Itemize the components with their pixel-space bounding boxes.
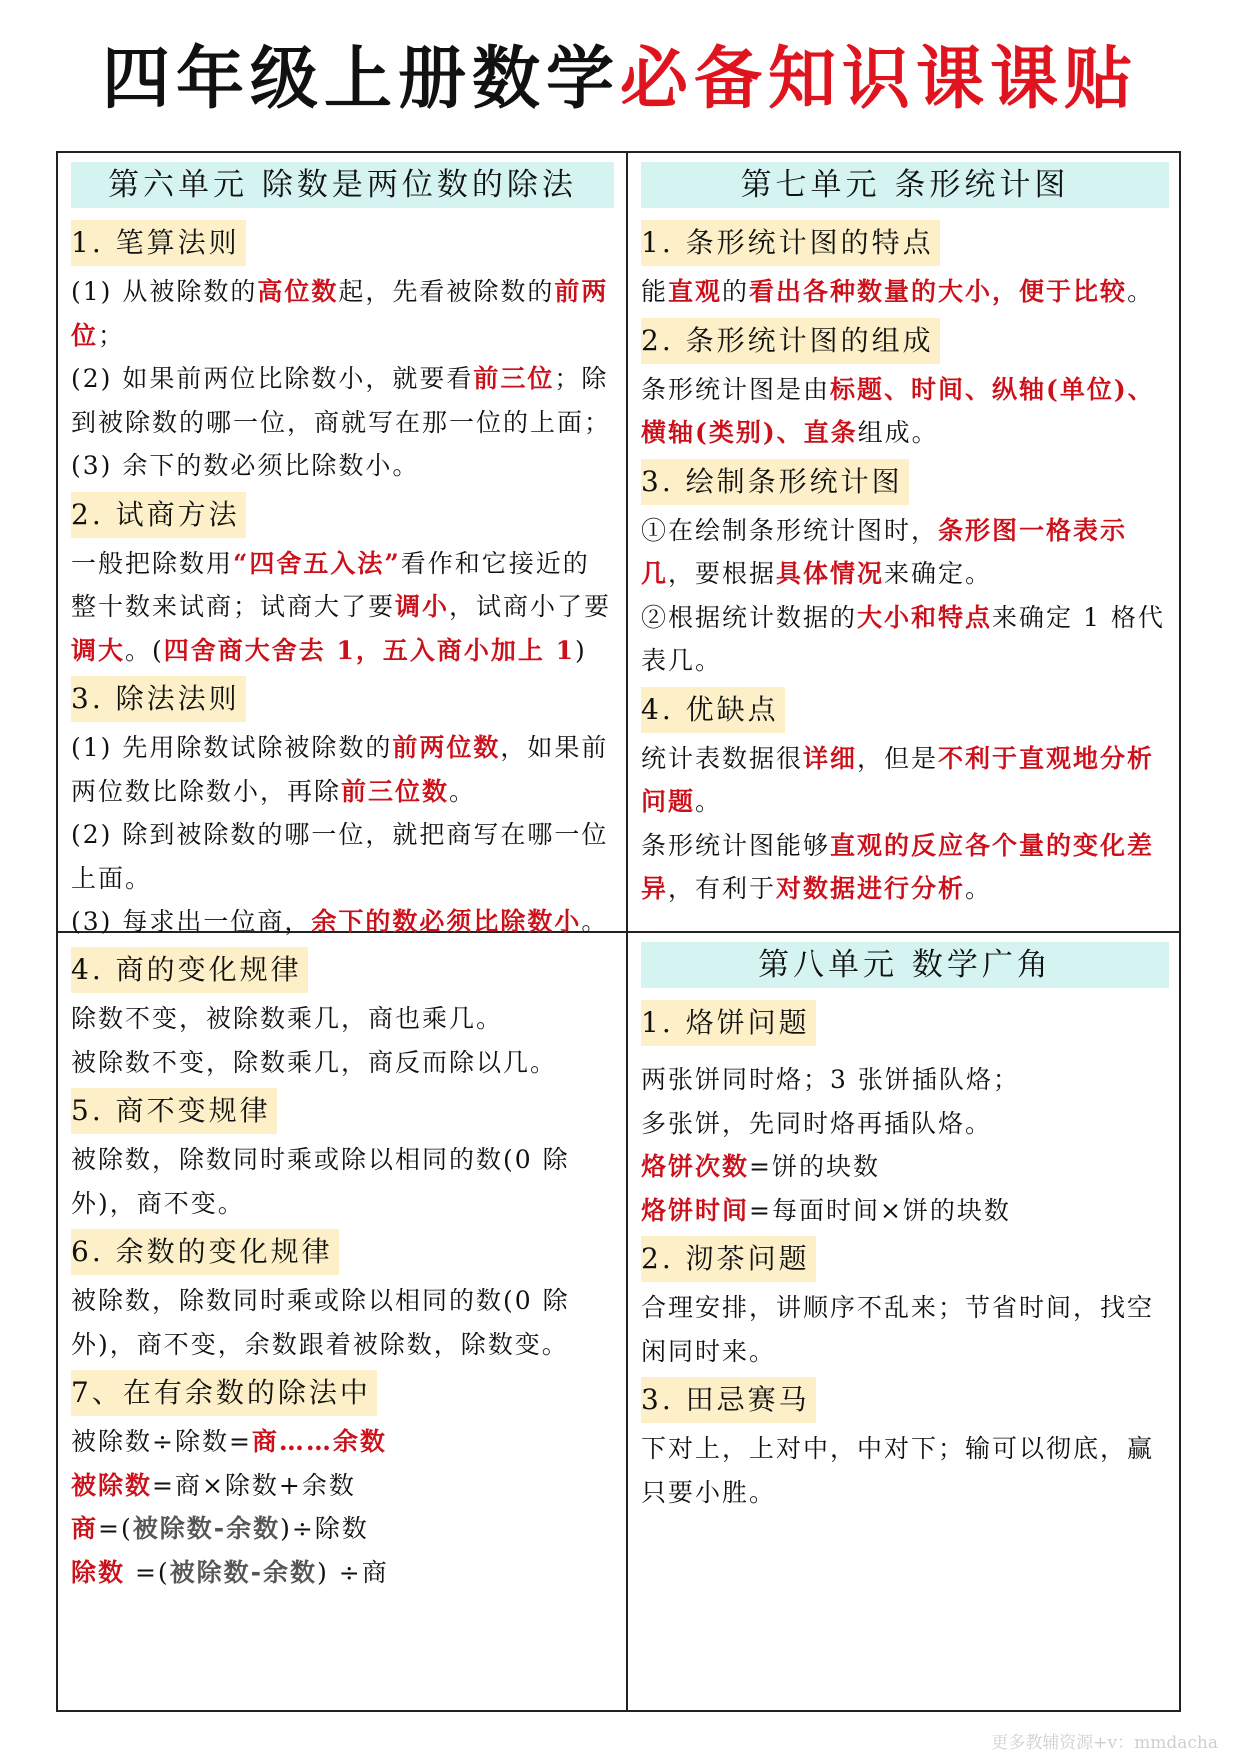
text-segment: (1) 先用除数试除被除数的 (71, 733, 393, 762)
section (71, 945, 614, 1084)
title-red: 必备知识课课贴 (620, 40, 1139, 119)
paragraph (641, 1286, 1169, 1373)
highlight-segment: 直观的反应各个量的变化差异 (641, 830, 1155, 903)
panel-unit-8 (628, 933, 1181, 1712)
highlight-segment: 调小 (395, 592, 450, 621)
highlight-segment: 前三位数 (341, 776, 450, 806)
text-segment: (3) 每求出一位商， (71, 907, 312, 936)
text-segment: 的 (722, 277, 750, 306)
text-segment: 。 (1127, 277, 1155, 306)
paragraph (641, 509, 1169, 596)
highlight-segment: 调大 (71, 635, 126, 665)
section-heading: 2. 沏茶问题 (641, 1236, 816, 1282)
section-heading: 3. 绘制条形统计图 (641, 459, 909, 505)
text-segment: 被除数，除数同时乘或除以相同的数(0 除外)，商不变，余数跟着被除数，除数变。 (71, 1286, 570, 1359)
highlight-segment: 标题、时间、纵轴(单位)、横轴(类别)、直条 (641, 374, 1155, 447)
highlight-segment: 被除数-余数 (169, 1557, 318, 1587)
text-segment: 。( (125, 635, 164, 665)
text-segment: 两张饼同时烙；3 张饼插队烙； (641, 1065, 1020, 1094)
text-segment: 能 (641, 277, 669, 306)
text-segment: =( (125, 1557, 170, 1587)
highlight-segment: 商……余数 (251, 1427, 387, 1456)
highlight-segment: 烙饼次数 (641, 1152, 750, 1181)
section (641, 1234, 1169, 1373)
highlight-segment: 余下的数必须比除数小 (311, 907, 582, 936)
section-heading: 2. 条形统计图的组成 (641, 318, 940, 364)
paragraph (71, 813, 614, 900)
panel-unit-6-continued (58, 933, 626, 1712)
highlight-segment: 商 (71, 1514, 99, 1543)
section-heading: 5. 商不变规律 (71, 1088, 277, 1134)
panel-unit-6 (58, 153, 626, 936)
text-segment: 。 (581, 907, 609, 936)
paragraph (71, 1507, 614, 1551)
paragraph (641, 1145, 1169, 1189)
highlight-segment: 被除数 (71, 1470, 153, 1500)
section-heading: 3. 田忌赛马 (641, 1377, 816, 1423)
highlight-segment: 不利于直观地分析问题 (641, 743, 1155, 816)
page-title (0, 38, 1240, 122)
title-black: 四年级上册数学 (101, 40, 620, 119)
section (641, 316, 1169, 455)
text-segment: 合理安排，讲顺序不乱来；节省时间，找空闲同时来。 (641, 1293, 1155, 1366)
text-segment: (2) 如果前两位比除数小，就要看 (71, 364, 474, 393)
section (71, 1227, 614, 1366)
text-segment: =每面时间×饼的块数 (749, 1195, 1011, 1225)
paragraph (71, 444, 614, 488)
unit-title: 第七单元 条形统计图 (641, 162, 1169, 208)
paragraph (641, 270, 1169, 314)
text-segment: ，有利于 (668, 874, 777, 903)
text-segment: (3) 余下的数必须比除数小。 (71, 451, 420, 480)
paragraph (71, 997, 614, 1041)
section (71, 1086, 614, 1225)
highlight-segment: 前两位 (71, 277, 609, 350)
paragraph (71, 1041, 614, 1085)
watermark: 更多教辅资源+v：mmdacha (991, 1733, 1218, 1753)
highlight-segment: 四舍商大舍去 1，五入商小加上 1 (163, 635, 575, 665)
text-segment: ②根据统计数据的 (641, 602, 858, 632)
text-segment: 看作和它接近的整十数来试商；试商大了要 (71, 548, 590, 621)
text-segment: 条形统计图能够 (641, 830, 831, 860)
highlight-segment: “四舍五入法” (233, 548, 401, 578)
paragraph (641, 1102, 1169, 1146)
paragraph (641, 1058, 1169, 1102)
highlight-segment: 烙饼时间 (641, 1195, 750, 1225)
text-segment: 。 (695, 787, 723, 816)
section-heading: 2. 试商方法 (71, 492, 246, 538)
section-heading: 4. 优缺点 (641, 687, 785, 733)
text-segment: ①在绘制条形统计图时， (641, 515, 939, 545)
paragraph (71, 542, 614, 673)
text-segment: ； (98, 320, 126, 350)
text-segment: ) (574, 635, 587, 665)
content-grid (56, 151, 1181, 1712)
paragraph (71, 1138, 614, 1225)
section (641, 457, 1169, 683)
highlight-segment: 前三位 (473, 364, 555, 393)
text-segment: ；除到被除数的哪一位，商就写在那一位的上面； (71, 364, 612, 437)
section-heading: 6. 余数的变化规律 (71, 1229, 339, 1275)
text-segment: 被除数不变，除数乘几，商反而除以几。 (71, 1047, 558, 1077)
text-segment: 。 (965, 874, 993, 903)
section-heading: 4. 商的变化规律 (71, 947, 308, 993)
text-segment: (2) 除到被除数的哪一位，就把商写在哪一位上面。 (71, 820, 609, 893)
paragraph (641, 824, 1169, 911)
section (641, 1375, 1169, 1514)
highlight-segment: 详细 (803, 743, 858, 773)
text-segment: )÷除数 (280, 1514, 369, 1543)
text-segment: =( (98, 1514, 133, 1543)
paragraph (641, 596, 1169, 683)
section-heading: 1. 烙饼问题 (641, 1000, 816, 1046)
text-segment: 下对上，上对中，中对下；输可以彻底，赢只要小胜。 (641, 1434, 1155, 1507)
paragraph (641, 368, 1169, 455)
section (71, 1368, 614, 1594)
section (641, 685, 1169, 911)
text-segment: 统计表数据很 (641, 743, 804, 773)
text-segment: 起，先看被除数的 (338, 277, 555, 306)
unit-title: 第六单元 除数是两位数的除法 (71, 162, 614, 208)
section (71, 218, 614, 488)
highlight-segment: 被除数-余数 (132, 1514, 281, 1543)
section (641, 218, 1169, 314)
section-heading: 7、在有余数的除法中 (71, 1370, 377, 1416)
text-segment: 被除数÷除数= (71, 1427, 252, 1456)
text-segment: 条形统计图是由 (641, 374, 831, 404)
section-heading: 1. 条形统计图的特点 (641, 220, 940, 266)
highlight-segment: 除数 (71, 1557, 126, 1587)
highlight-segment: 具体情况 (776, 559, 885, 588)
unit-title: 第八单元 数学广角 (641, 942, 1169, 988)
paragraph (71, 1551, 614, 1595)
text-segment: ，要根据 (668, 559, 777, 588)
highlight-segment: 看出各种数量的大小，便于比较 (749, 277, 1128, 306)
paragraph (71, 270, 614, 357)
section-heading: 3. 除法法则 (71, 676, 246, 722)
section (71, 490, 614, 673)
paragraph (71, 1464, 614, 1508)
paragraph (641, 737, 1169, 824)
highlight-segment: 条形图一格表示几 (641, 515, 1128, 588)
text-segment: =商×除数+余数 (152, 1470, 356, 1500)
text-segment: ，如果前两位数比除数小，再除 (71, 733, 609, 806)
text-segment: 组成。 (857, 418, 939, 447)
text-segment: 。 (449, 776, 477, 806)
highlight-segment: 前两位数 (392, 733, 501, 762)
highlight-segment: 直观 (668, 277, 723, 306)
highlight-segment: 大小和特点 (857, 602, 993, 632)
panel-unit-7 (628, 153, 1181, 931)
text-segment: ) ÷商 (317, 1557, 389, 1587)
paragraph (71, 1420, 614, 1464)
text-segment: 除数不变，被除数乘几，商也乘几。 (71, 1004, 504, 1033)
text-segment: (1) 从被除数的 (71, 277, 258, 306)
text-segment: ，但是 (857, 743, 939, 773)
text-segment: 一般把除数用 (71, 548, 234, 578)
section (71, 674, 614, 944)
text-segment: ，试商小了要 (449, 592, 612, 621)
paragraph (641, 1189, 1169, 1233)
paragraph (71, 1279, 614, 1366)
text-segment: 被除数，除数同时乘或除以相同的数(0 除外)，商不变。 (71, 1145, 570, 1218)
section (641, 998, 1169, 1232)
paragraph (71, 726, 614, 813)
text-segment: 来确定。 (884, 559, 993, 588)
highlight-segment: 对数据进行分析 (776, 874, 966, 903)
paragraph (71, 357, 614, 444)
paragraph (641, 1427, 1169, 1514)
text-segment: 来确定 1 格代表几。 (641, 602, 1165, 675)
text-segment: 多张饼，先同时烙再插队烙。 (641, 1108, 993, 1138)
highlight-segment: 高位数 (257, 277, 339, 306)
text-segment: =饼的块数 (749, 1152, 880, 1181)
section-heading: 1. 笔算法则 (71, 220, 246, 266)
